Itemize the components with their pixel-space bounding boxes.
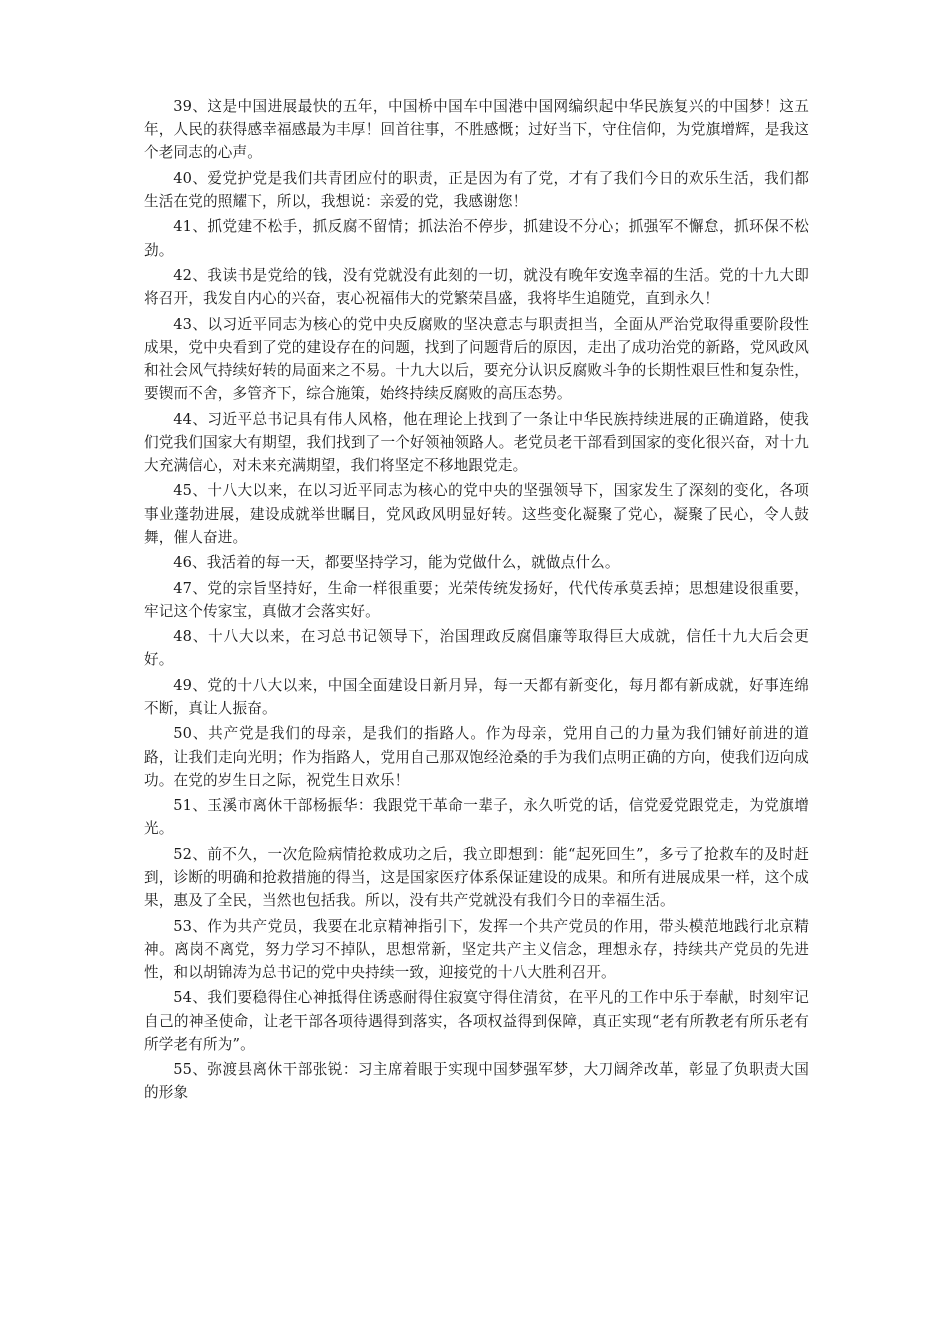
paragraph-55: 55、弥渡县离休干部张锐：习主席着眼于实现中国梦强军梦，大刀阔斧改革，彰显了负职责大国的形象 (144, 1061, 809, 1102)
paragraph-53: 53、作为共产党员，我要在北京精神指引下，发挥一个共产党员的作用，带头模范地践行北京精神。离岗不离党，努力学习不掉队，思想常新，坚定共产主义信念，理想永存，持续共产党员的先进性，和以胡锦涛为总书记的党中央持续一致，迎接党的十八大胜利召开。 (144, 917, 809, 981)
paragraph-44: 44、习近平总书记具有伟人风格，他在理论上找到了一条让中华民族持续进展的正确道路，使我们党我们国家大有期望，我们找到了一个好领袖领路人。老党员老干部看到国家的变化很兴奋，对十九大充满信心，对未来充满期望，我们将坚定不移地跟党走。 (144, 410, 809, 474)
paragraph-50: 50、共产党是我们的母亲，是我们的指路人。作为母亲，党用自己的力量为我们铺好前进的道路，让我们走向光明；作为指路人，党用自己那双饱经沧桑的手为我们点明正确的方向，使我们迈向成功。在党的岁生日之际，祝党生日欢乐！ (144, 725, 809, 789)
paragraph-40: 40、爱党护党是我们共青团应付的职责，正是因为有了党，才有了我们今日的欢乐生活，我们都生活在党的照耀下，所以，我想说：亲爱的党，我感谢您！ (144, 169, 809, 210)
paragraph-49: 49、党的十八大以来，中国全面建设日新月异，每一天都有新变化，每月都有新成就，好事连绵不断，真让人振奋。 (144, 676, 809, 717)
paragraph-42: 42、我读书是党给的钱，没有党就没有此刻的一切，就没有晚年安逸幸福的生活。党的十九大即将召开，我发自内心的兴奋，衷心祝福伟大的党繁荣昌盛，我将毕生追随党，直到永久！ (144, 266, 809, 308)
document-body (144, 95, 809, 1107)
paragraph-54: 54、我们要稳得住心神抵得住诱惑耐得住寂寞守得住清贫，在平凡的工作中乐于奉献，时刻牢记自己的神圣使命，让老干部各项待遇得到落实，各项权益得到保障，真正实现“老有所教老有所乐老有所学老有所为”。 (144, 989, 809, 1053)
paragraph-45: 45、十八大以来，在以习近平同志为核心的党中央的坚强领导下，国家发生了深刻的变化，各项事业蓬勃进展，建设成就举世瞩目，党风政风明显好转。这些变化凝聚了党心，凝聚了民心，令人鼓舞，催人奋进。 (144, 482, 809, 546)
paragraph-48: 48、十八大以来，在习总书记领导下，治国理政反腐倡廉等取得巨大成就，信任十九大后会更好。 (144, 628, 809, 669)
paragraph-51: 51、玉溪市离休干部杨振华：我跟党干革命一辈子，永久听党的话，信党爱党跟党走，为党旗增光。 (144, 797, 809, 838)
paragraph-43: 43、以习近平同志为核心的党中央反腐败的坚决意志与职责担当，全面从严治党取得重要阶段性成果，党中央看到了党的建设存在的问题，找到了问题背后的原因，走出了成功治党的新路，党风政风和社会风气持续好转的局面来之不易。十九大以后，要充分认识反腐败斗争的长期性艰巨性和复杂性，要锲而不舍，多管齐下，综合施策，始终持续反腐败的高压态势。 (144, 315, 809, 403)
paragraph-46: 46、我活着的每一天，都要坚持学习，能为党做什么，就做点什么。 (173, 554, 620, 572)
paragraph-52: 52、前不久，一次危险病情抢救成功之后，我立即想到：能“起死回生”，多亏了抢救车的及时赶到，诊断的明确和抢救措施的得当，这是国家医疗体系保证建设的成果。和所有进展成果一样，这个成果，惠及了全民，当然也包括我。所以，没有共产党就没有我们今日的幸福生活。 (144, 845, 809, 910)
paragraph-47: 47、党的宗旨坚持好，生命一样很重要；光荣传统发扬好，代代传承莫丢掉；思想建设很重要，牢记这个传家宝，真做才会落实好。 (144, 579, 809, 620)
paragraph-39: 39、这是中国进展最快的五年，中国桥中国车中国港中国网编织起中华民族复兴的中国梦！这五年，人民的获得感幸福感最为丰厚！回首往事，不胜感慨；过好当下，守住信仰，为党旗增辉，是我这个老同志的心声。 (144, 98, 809, 162)
paragraph-41: 41、抓党建不松手，抓反腐不留情；抓法治不停步，抓建设不分心；抓强军不懈怠，抓环保不松劲。 (144, 218, 809, 259)
